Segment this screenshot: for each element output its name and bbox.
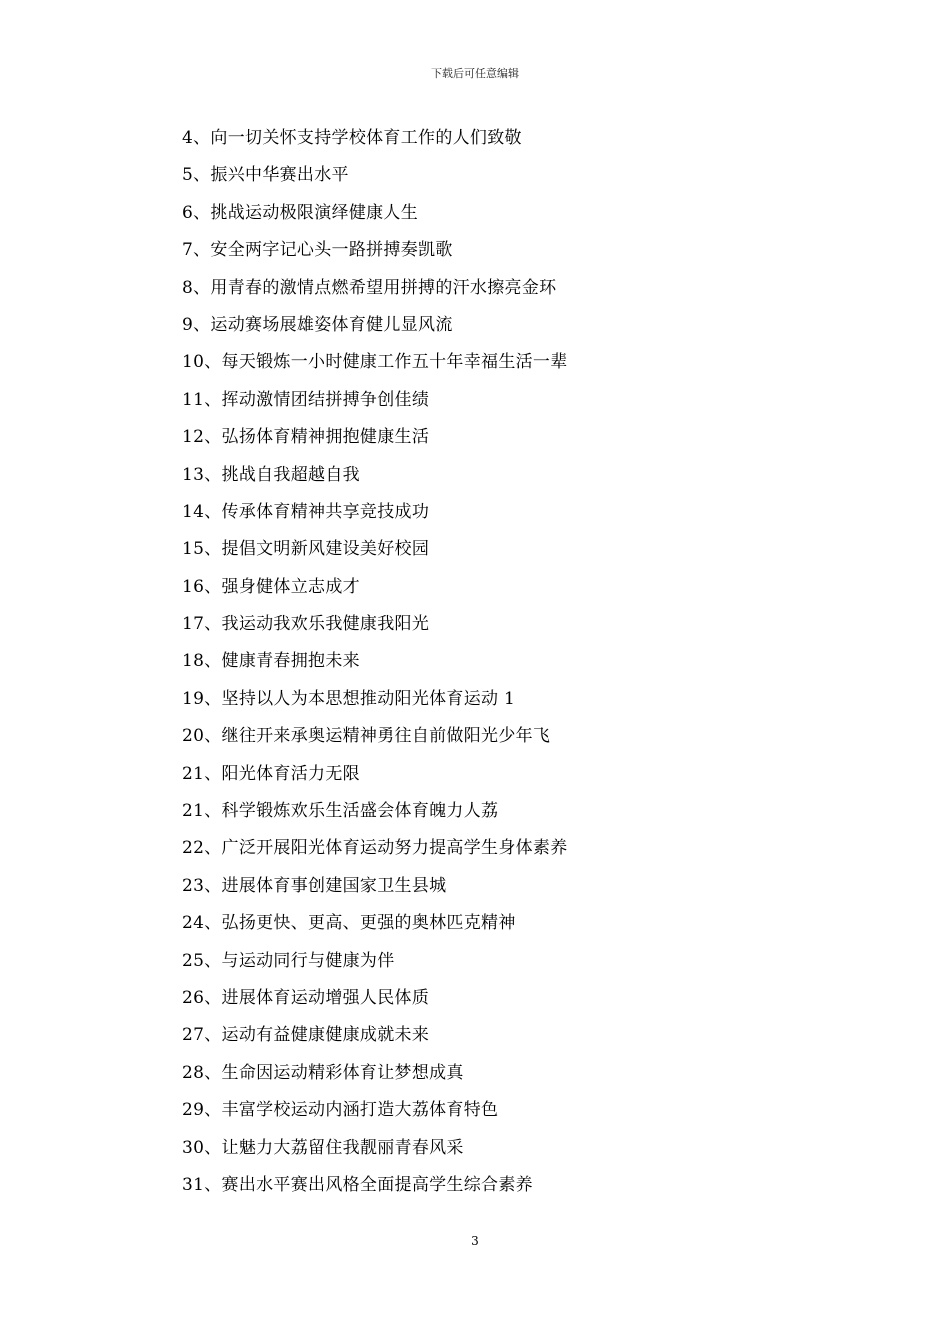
list-item: 6、挑战运动极限演绎健康人生	[182, 202, 419, 223]
list-item: 23、进展体育事创建国家卫生县城	[182, 875, 447, 896]
list-item: 5、振兴中华赛出水平	[182, 165, 349, 186]
list-item: 19、坚持以人为本思想推动阳光体育运动 1	[182, 688, 516, 709]
list-item: 21、阳光体育活力无限	[182, 763, 360, 784]
list-item: 30、让魅力大荔留住我靓丽青春风采	[182, 1137, 464, 1158]
list-item: 17、我运动我欢乐我健康我阳光	[182, 614, 430, 635]
slogan-list	[182, 124, 568, 1208]
list-item: 26、进展体育运动增强人民体质	[182, 987, 430, 1008]
list-item: 13、挑战自我超越自我	[182, 464, 360, 485]
list-item: 20、继往开来承奥运精神勇往自前做阳光少年飞	[182, 726, 551, 747]
list-item: 31、赛出水平赛出风格全面提高学生综合素养	[182, 1174, 533, 1195]
list-item: 25、与运动同行与健康为伴	[182, 950, 395, 971]
list-item: 21、科学锻炼欢乐生活盛会体育魄力人荔	[182, 801, 499, 822]
list-item: 11、挥动激情团结拼搏争创佳绩	[182, 389, 430, 410]
list-item: 4、向一切关怀支持学校体育工作的人们致敬	[182, 128, 522, 148]
list-item: 28、生命因运动精彩体育让梦想成真	[182, 1062, 464, 1083]
list-item: 16、强身健体立志成才	[182, 576, 360, 597]
page-number: 3	[471, 1234, 479, 1248]
list-item: 27、运动有益健康健康成就未来	[182, 1025, 430, 1046]
list-item: 15、提倡文明新风建设美好校园	[182, 539, 430, 560]
list-item: 18、健康青春拥抱未来	[182, 651, 360, 672]
list-item: 8、用青春的激情点燃希望用拼搏的汗水擦亮金环	[182, 277, 557, 298]
list-item: 10、每天锻炼一小时健康工作五十年幸福生活一辈	[182, 352, 568, 373]
list-item: 14、传承体育精神共享竞技成功	[182, 501, 430, 522]
list-item: 24、弘扬更快、更高、更强的奥林匹克精神	[182, 913, 516, 934]
list-item: 29、丰富学校运动内涵打造大荔体育特色	[182, 1100, 499, 1121]
list-item: 9、运动赛场展雄姿体育健儿显风流	[182, 314, 453, 335]
list-item: 7、安全两字记心头一路拼搏奏凯歌	[182, 240, 453, 261]
list-item: 12、弘扬体育精神拥抱健康生活	[182, 427, 430, 448]
page-header: 下载后可任意编辑	[431, 67, 519, 80]
list-item: 22、广泛开展阳光体育运动努力提高学生身体素养	[182, 838, 568, 859]
